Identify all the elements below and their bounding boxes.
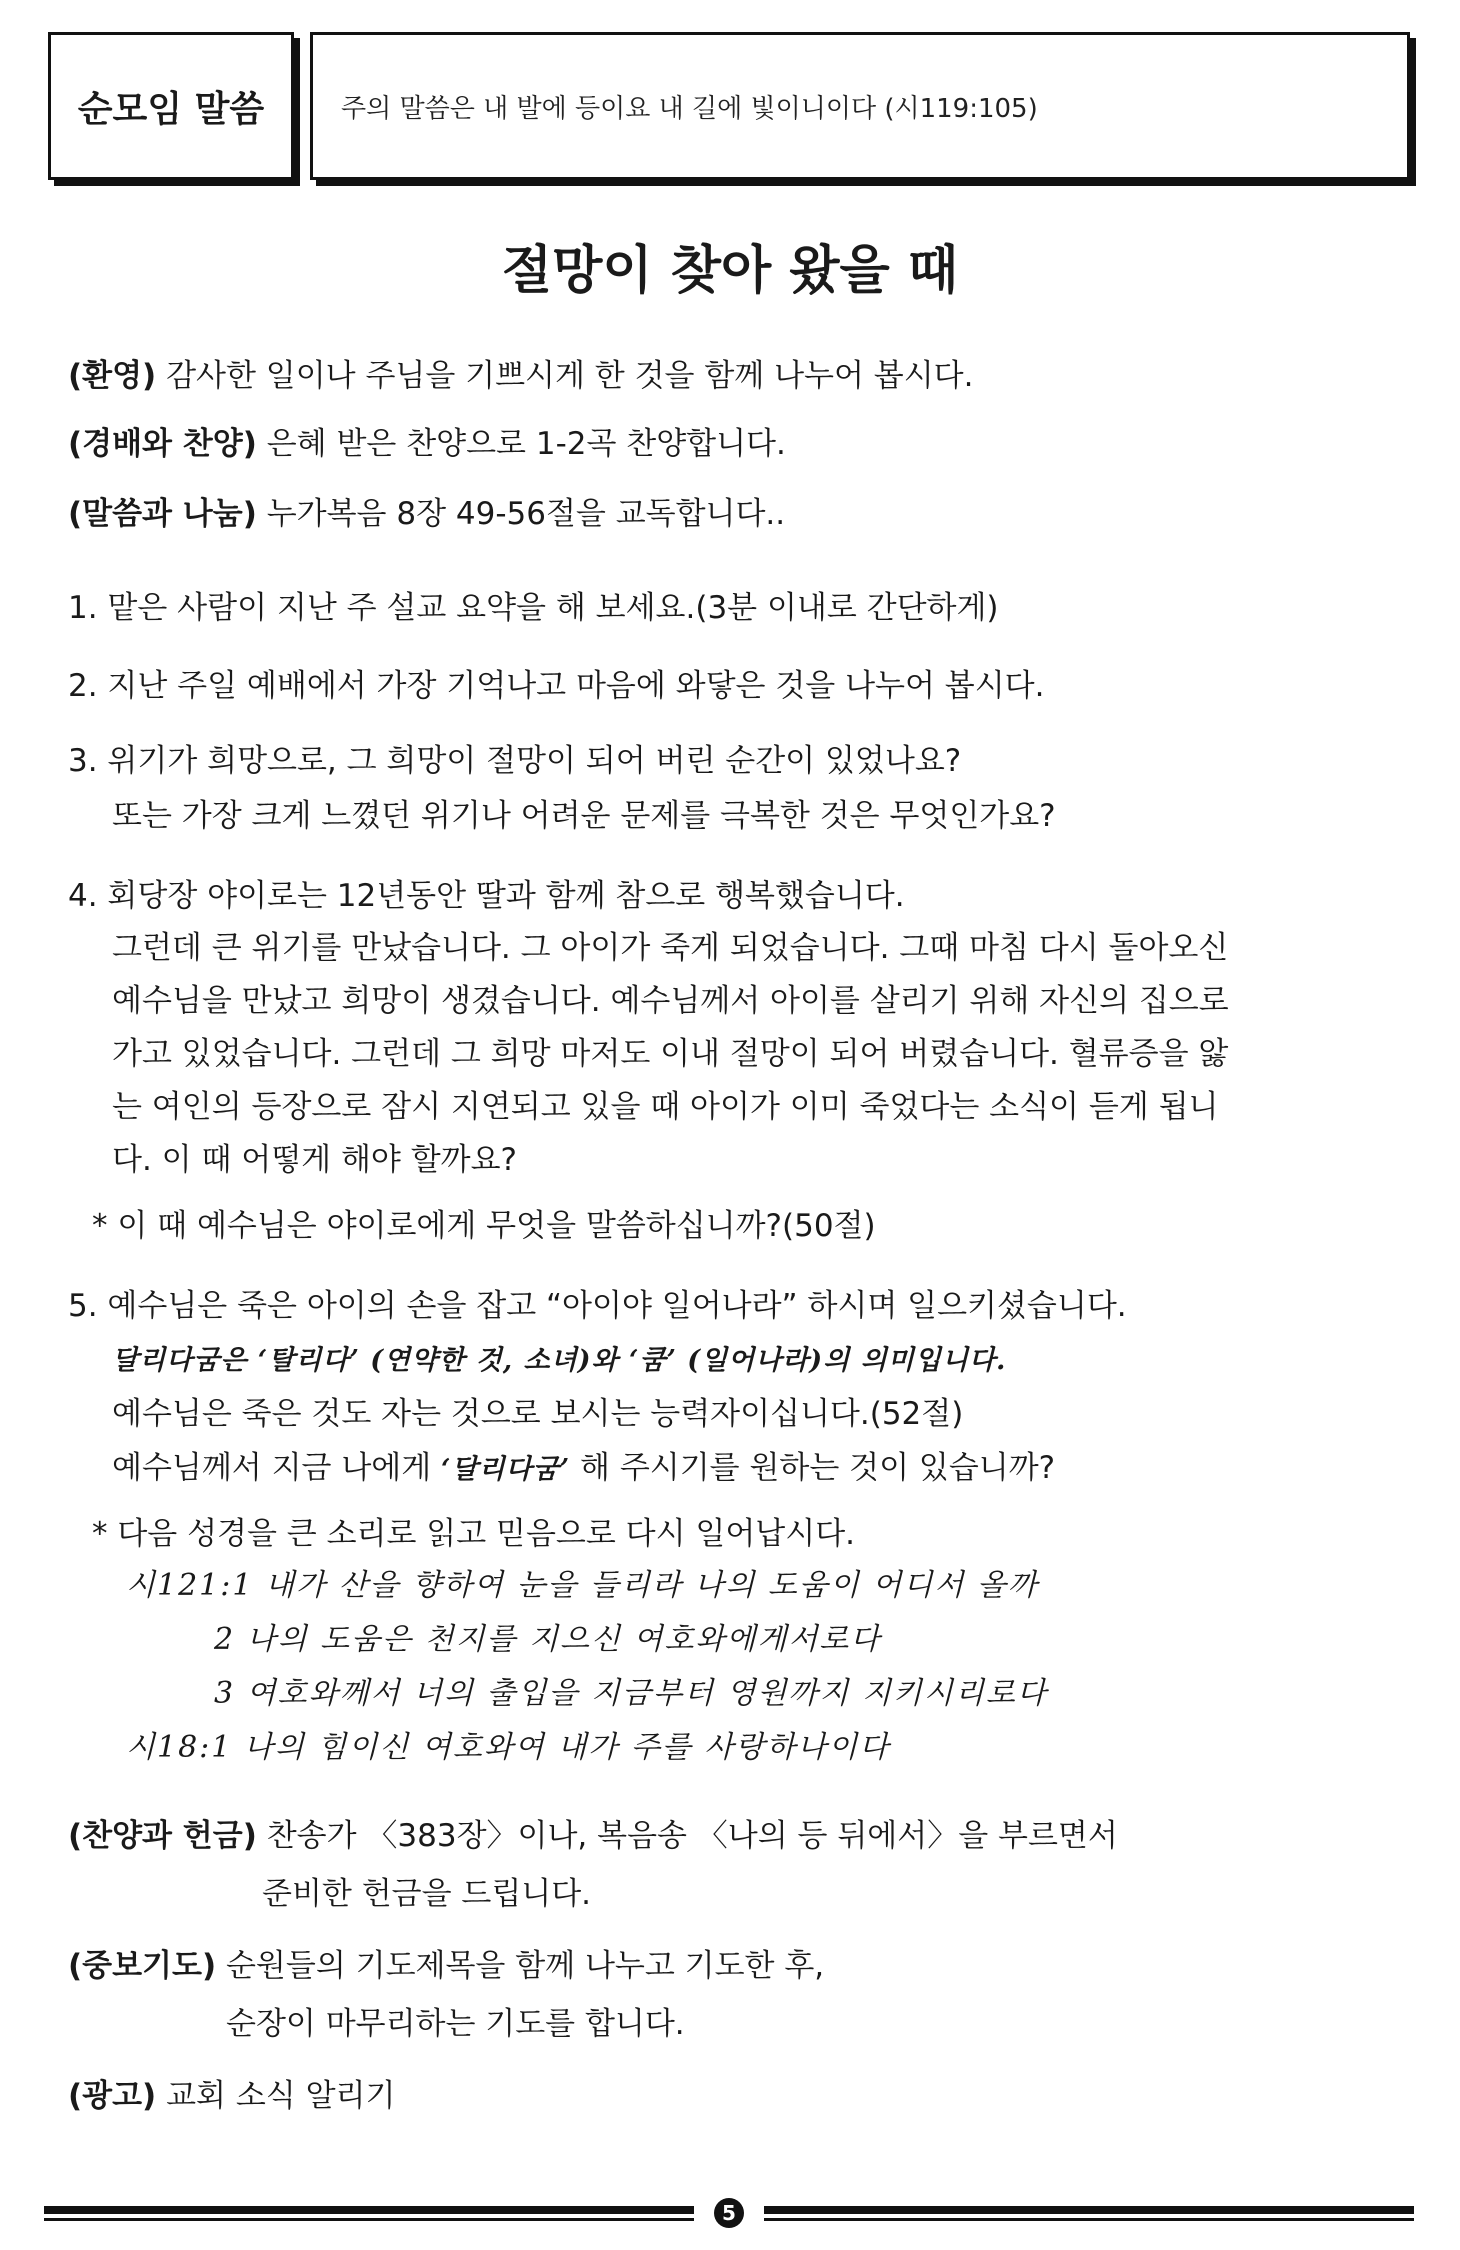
- page-number: 5: [714, 2198, 744, 2228]
- welcome-label: (환영): [68, 358, 157, 394]
- question-4-line3: 예수님을 만났고 희망이 생겼습니다. 예수님께서 아이를 살리기 위해 자신의 집으로: [112, 983, 1229, 1019]
- question-5-line4: [112, 1442, 1055, 1487]
- question-4-note: * 이 때 예수님은 야이로에게 무엇을 말씀하십니까?(50절): [92, 1208, 876, 1244]
- question-5-handwritten-note: 달리다굼은 ‘탈리다’ (연약한 것, 소녀)와 ‘쿰’ (일어나라)의 의미입니다.: [112, 1345, 1007, 1376]
- prayer-label: (중보기도): [68, 1948, 217, 1984]
- word-text: 누가복음 8장 49-56절을 교독합니다..: [256, 496, 786, 532]
- word-line: [68, 488, 785, 533]
- welcome-line: [68, 350, 973, 395]
- offering-text: 찬송가 〈383장〉이나, 복음송 〈나의 등 뒤에서〉을 부르면서: [256, 1818, 1118, 1854]
- question-5-note: * 다음 성경을 큰 소리로 읽고 믿음으로 다시 일어납시다.: [92, 1516, 855, 1552]
- header-label: 순모임 말씀: [77, 88, 265, 130]
- footer-rule-right-thin: [764, 2218, 1414, 2221]
- talitha-koum-handwritten: ‘달리다굼’: [441, 1454, 571, 1485]
- prayer-text: 순원들의 기도제목을 함께 나누고 기도한 후,: [216, 1948, 825, 1984]
- footer: [44, 2198, 1414, 2228]
- header-verse: 주의 말씀은 내 발에 등이요 내 길에 빛이니이다 (시119:105): [341, 93, 1038, 124]
- question-5-line3: 예수님은 죽은 것도 자는 것으로 보시는 능력자이십니다.(52절): [112, 1396, 964, 1432]
- page-title: 절망이 찾아 왔을 때: [501, 241, 959, 301]
- notice-line: [68, 2070, 395, 2115]
- question-4-line5: 는 여인의 등장으로 잠시 지연되고 있을 때 아이가 이미 죽었다는 소식이 듣게 됩니: [112, 1089, 1219, 1125]
- question-2: 2. 지난 주일 예배에서 가장 기억나고 마음에 와닿은 것을 나누어 봅시다.: [68, 668, 1045, 704]
- header-label-box: [48, 32, 294, 180]
- question-4-line2: 그런데 큰 위기를 만났습니다. 그 아이가 죽게 되었습니다. 그때 마침 다시 돌아오신: [112, 930, 1229, 966]
- question-3: 3. 위기가 희망으로, 그 희망이 절망이 되어 버린 순간이 있었나요?: [68, 743, 962, 779]
- verse-psalm-121-2: 2 나의 도움은 천지를 지으신 여호와에게서로다: [214, 1622, 882, 1657]
- header-verse-box: [310, 32, 1410, 180]
- footer-rule-right-thick: [764, 2206, 1414, 2214]
- question-1: 1. 맡은 사람이 지난 주 설교 요약을 해 보세요.(3분 이내로 간단하게): [68, 590, 999, 626]
- question-5: 5. 예수님은 죽은 아이의 손을 잡고 “아이야 일어나라” 하시며 일으키셨습니다.: [68, 1288, 1127, 1324]
- notice-label: (광고): [68, 2078, 157, 2114]
- verse-psalm-18-1: 시18:1 나의 힘이신 여호와여 내가 주를 사랑하나이다: [126, 1730, 891, 1765]
- worship-text: 은혜 받은 찬양으로 1-2곡 찬양합니다.: [256, 426, 786, 462]
- offering-text-cont: 준비한 헌금을 드립니다.: [262, 1876, 592, 1912]
- worship-label: (경배와 찬양): [68, 426, 257, 462]
- question-3-cont: 또는 가장 크게 느꼈던 위기나 어려운 문제를 극복한 것은 무엇인가요?: [112, 798, 1056, 834]
- prayer-text-cont: 순장이 마무리하는 기도를 합니다.: [226, 2006, 685, 2042]
- question-5-line4-post: 해 주시기를 원하는 것이 있습니까?: [570, 1450, 1056, 1486]
- worship-line: [68, 418, 786, 463]
- footer-rule-left-thin: [44, 2218, 694, 2221]
- word-label: (말씀과 나눔): [68, 496, 257, 532]
- question-4: 4. 회당장 야이로는 12년동안 딸과 함께 참으로 행복했습니다.: [68, 878, 905, 914]
- verse-psalm-121-3: 3 여호와께서 너의 출입을 지금부터 영원까지 지키시리로다: [214, 1676, 1048, 1711]
- question-4-line4: 가고 있었습니다. 그런데 그 희망 마저도 이내 절망이 되어 버렸습니다. 혈류증을 앓: [112, 1036, 1229, 1072]
- notice-text: 교회 소식 알리기: [156, 2078, 396, 2114]
- question-4-line6: 다. 이 때 어떻게 해야 할까요?: [112, 1142, 517, 1178]
- offering-line: [68, 1810, 1118, 1855]
- welcome-text: 감사한 일이나 주님을 기쁘시게 한 것을 함께 나누어 봅시다.: [156, 358, 974, 394]
- question-5-line4-pre: 예수님께서 지금 나에게: [112, 1450, 442, 1486]
- footer-rule-left-thick: [44, 2206, 694, 2214]
- prayer-line: [68, 1940, 824, 1985]
- offering-label: (찬양과 헌금): [68, 1818, 257, 1854]
- verse-psalm-121-1: 시121:1 내가 산을 향하여 눈을 들리라 나의 도움이 어디서 올까: [126, 1568, 1039, 1603]
